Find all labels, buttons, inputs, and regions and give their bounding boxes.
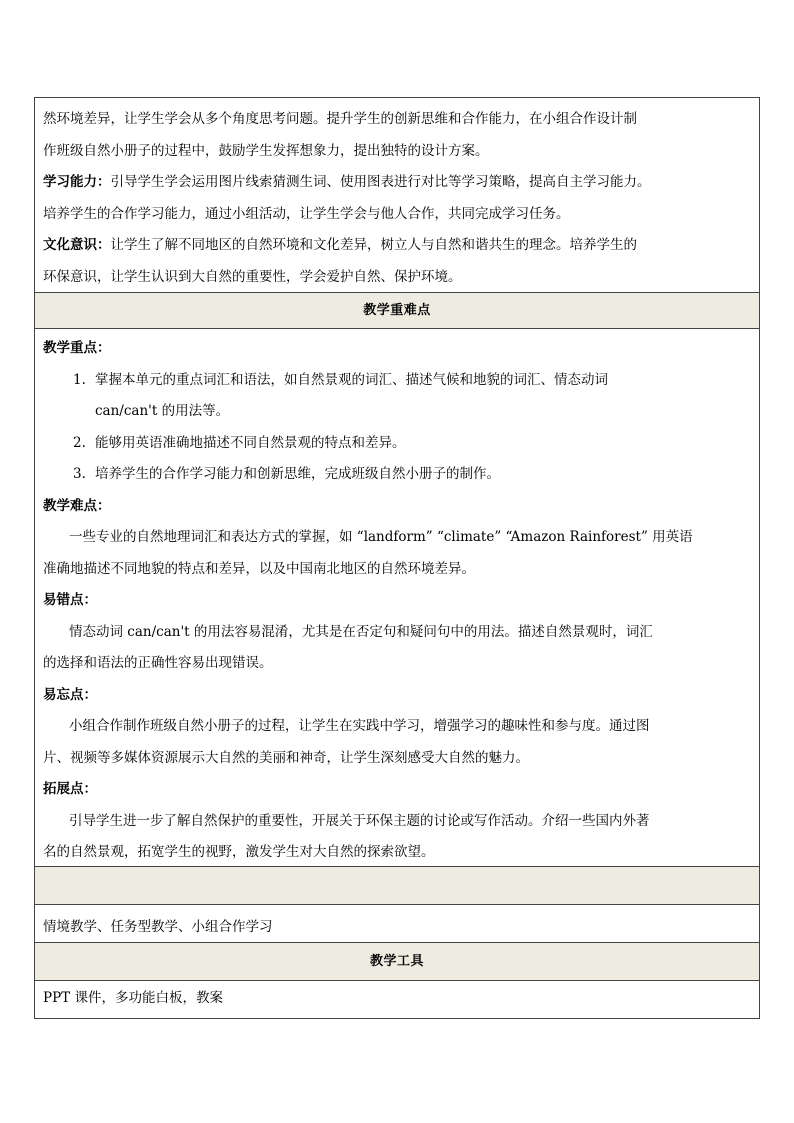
cultural-awareness-text: 让学生了解不同地区的自然环境和文化差异，树立人与自然和谐共生的理念。培养学生的 xyxy=(110,237,637,253)
learning-ability-line: 培养学生的合作学习能力，通过小组活动，让学生学会与他人合作，共同完成学习任务。 xyxy=(43,205,570,222)
key-point-number: 3. xyxy=(73,466,86,482)
key-point-text: 培养学生的合作学习能力和创新思维，完成班级自然小册子的制作。 xyxy=(95,466,500,482)
teaching-tools-text: PPT 课件，多功能白板，教案 xyxy=(43,990,223,1006)
cultural-awareness-line: 环保意识，让学生认识到大自然的重要性，学会爱护自然、保护环境。 xyxy=(43,268,462,285)
extension-text: 引导学生进一步了解自然保护的重要性，开展关于环保主题的讨论或写作活动。介绍一些国内外著 xyxy=(69,812,650,829)
difficult-points-text: 一些专业的自然地理词汇和表达方式的掌握，如 “landform” “climate” “Amazon Rainforest” 用英语 xyxy=(69,529,693,545)
key-point-number: 2. xyxy=(73,434,86,451)
key-point-text: 能够用英语准确地描述不同自然景观的特点和差异。 xyxy=(95,434,406,451)
learning-ability-text: 引导学生学会运用图片线索猜测生词、使用图表进行对比等学习策略，提高自主学习能力。 xyxy=(110,174,651,190)
extension-text: 名的自然景观，拓宽学生的视野，激发学生对大自然的探索欲望。 xyxy=(43,844,435,860)
teaching-methods-text: 情境教学、任务型教学、小组合作学习 xyxy=(43,919,273,935)
extension-label: 拓展点： xyxy=(43,781,97,797)
key-point-number: 1. xyxy=(73,371,86,388)
teaching-methods-header xyxy=(35,866,759,904)
cultural-awareness-label: 文化意识： xyxy=(43,237,111,253)
easy-forget-text: 片、视频等多媒体资源展示大自然的美丽和神奇，让学生深刻感受大自然的魅力。 xyxy=(43,749,529,766)
key-difficult-cell xyxy=(35,328,759,866)
key-point-item xyxy=(43,459,753,491)
learning-ability-label: 学习能力： xyxy=(43,174,111,190)
teaching-tools-header xyxy=(35,942,759,980)
objectives-line: 作班级自然小册子的过程中，鼓励学生发挥想象力，提出独特的设计方案。 xyxy=(43,142,489,159)
key-point-item xyxy=(43,428,753,460)
key-point-item xyxy=(43,365,753,397)
teaching-tools-header-text: 教学工具 xyxy=(369,954,424,969)
teaching-tools-cell xyxy=(35,980,759,1018)
easy-forget-label: 易忘点： xyxy=(43,686,97,703)
objectives-cell xyxy=(35,98,759,292)
error-prone-text: 的选择和语法的正确性容易出现错误。 xyxy=(43,655,273,671)
key-point-continuation: can/can't 的用法等。 xyxy=(95,403,230,419)
cultural-awareness xyxy=(43,230,753,262)
key-difficult-header-text: 教学重难点 xyxy=(363,303,431,318)
key-difficult-header xyxy=(35,292,759,328)
learning-ability xyxy=(43,167,753,199)
error-prone-text: 情态动词 can/can't 的用法容易混淆，尤其是在否定句和疑问句中的用法。描述自然景观时，词汇 xyxy=(69,623,653,640)
lesson-plan-table xyxy=(34,97,760,1019)
objectives-line: 然环境差异，让学生学会从多个角度思考问题。提升学生的创新思维和合作能力，在小组合作设计制 xyxy=(43,111,637,127)
difficult-points-label: 教学难点： xyxy=(43,497,111,514)
difficult-points-text: 准确地描述不同地貌的特点和差异，以及中国南北地区的自然环境差异。 xyxy=(43,560,475,577)
teaching-methods-cell xyxy=(35,904,759,942)
key-points-label: 教学重点： xyxy=(43,340,111,356)
easy-forget-text: 小组合作制作班级自然小册子的过程，让学生在实践中学习，增强学习的趣味性和参与度。通过图 xyxy=(69,718,650,734)
key-point-text: 掌握本单元的重点词汇和语法，如自然景观的词汇、描述气候和地貌的词汇、情态动词 xyxy=(95,371,608,388)
error-prone-label: 易错点： xyxy=(43,592,97,608)
